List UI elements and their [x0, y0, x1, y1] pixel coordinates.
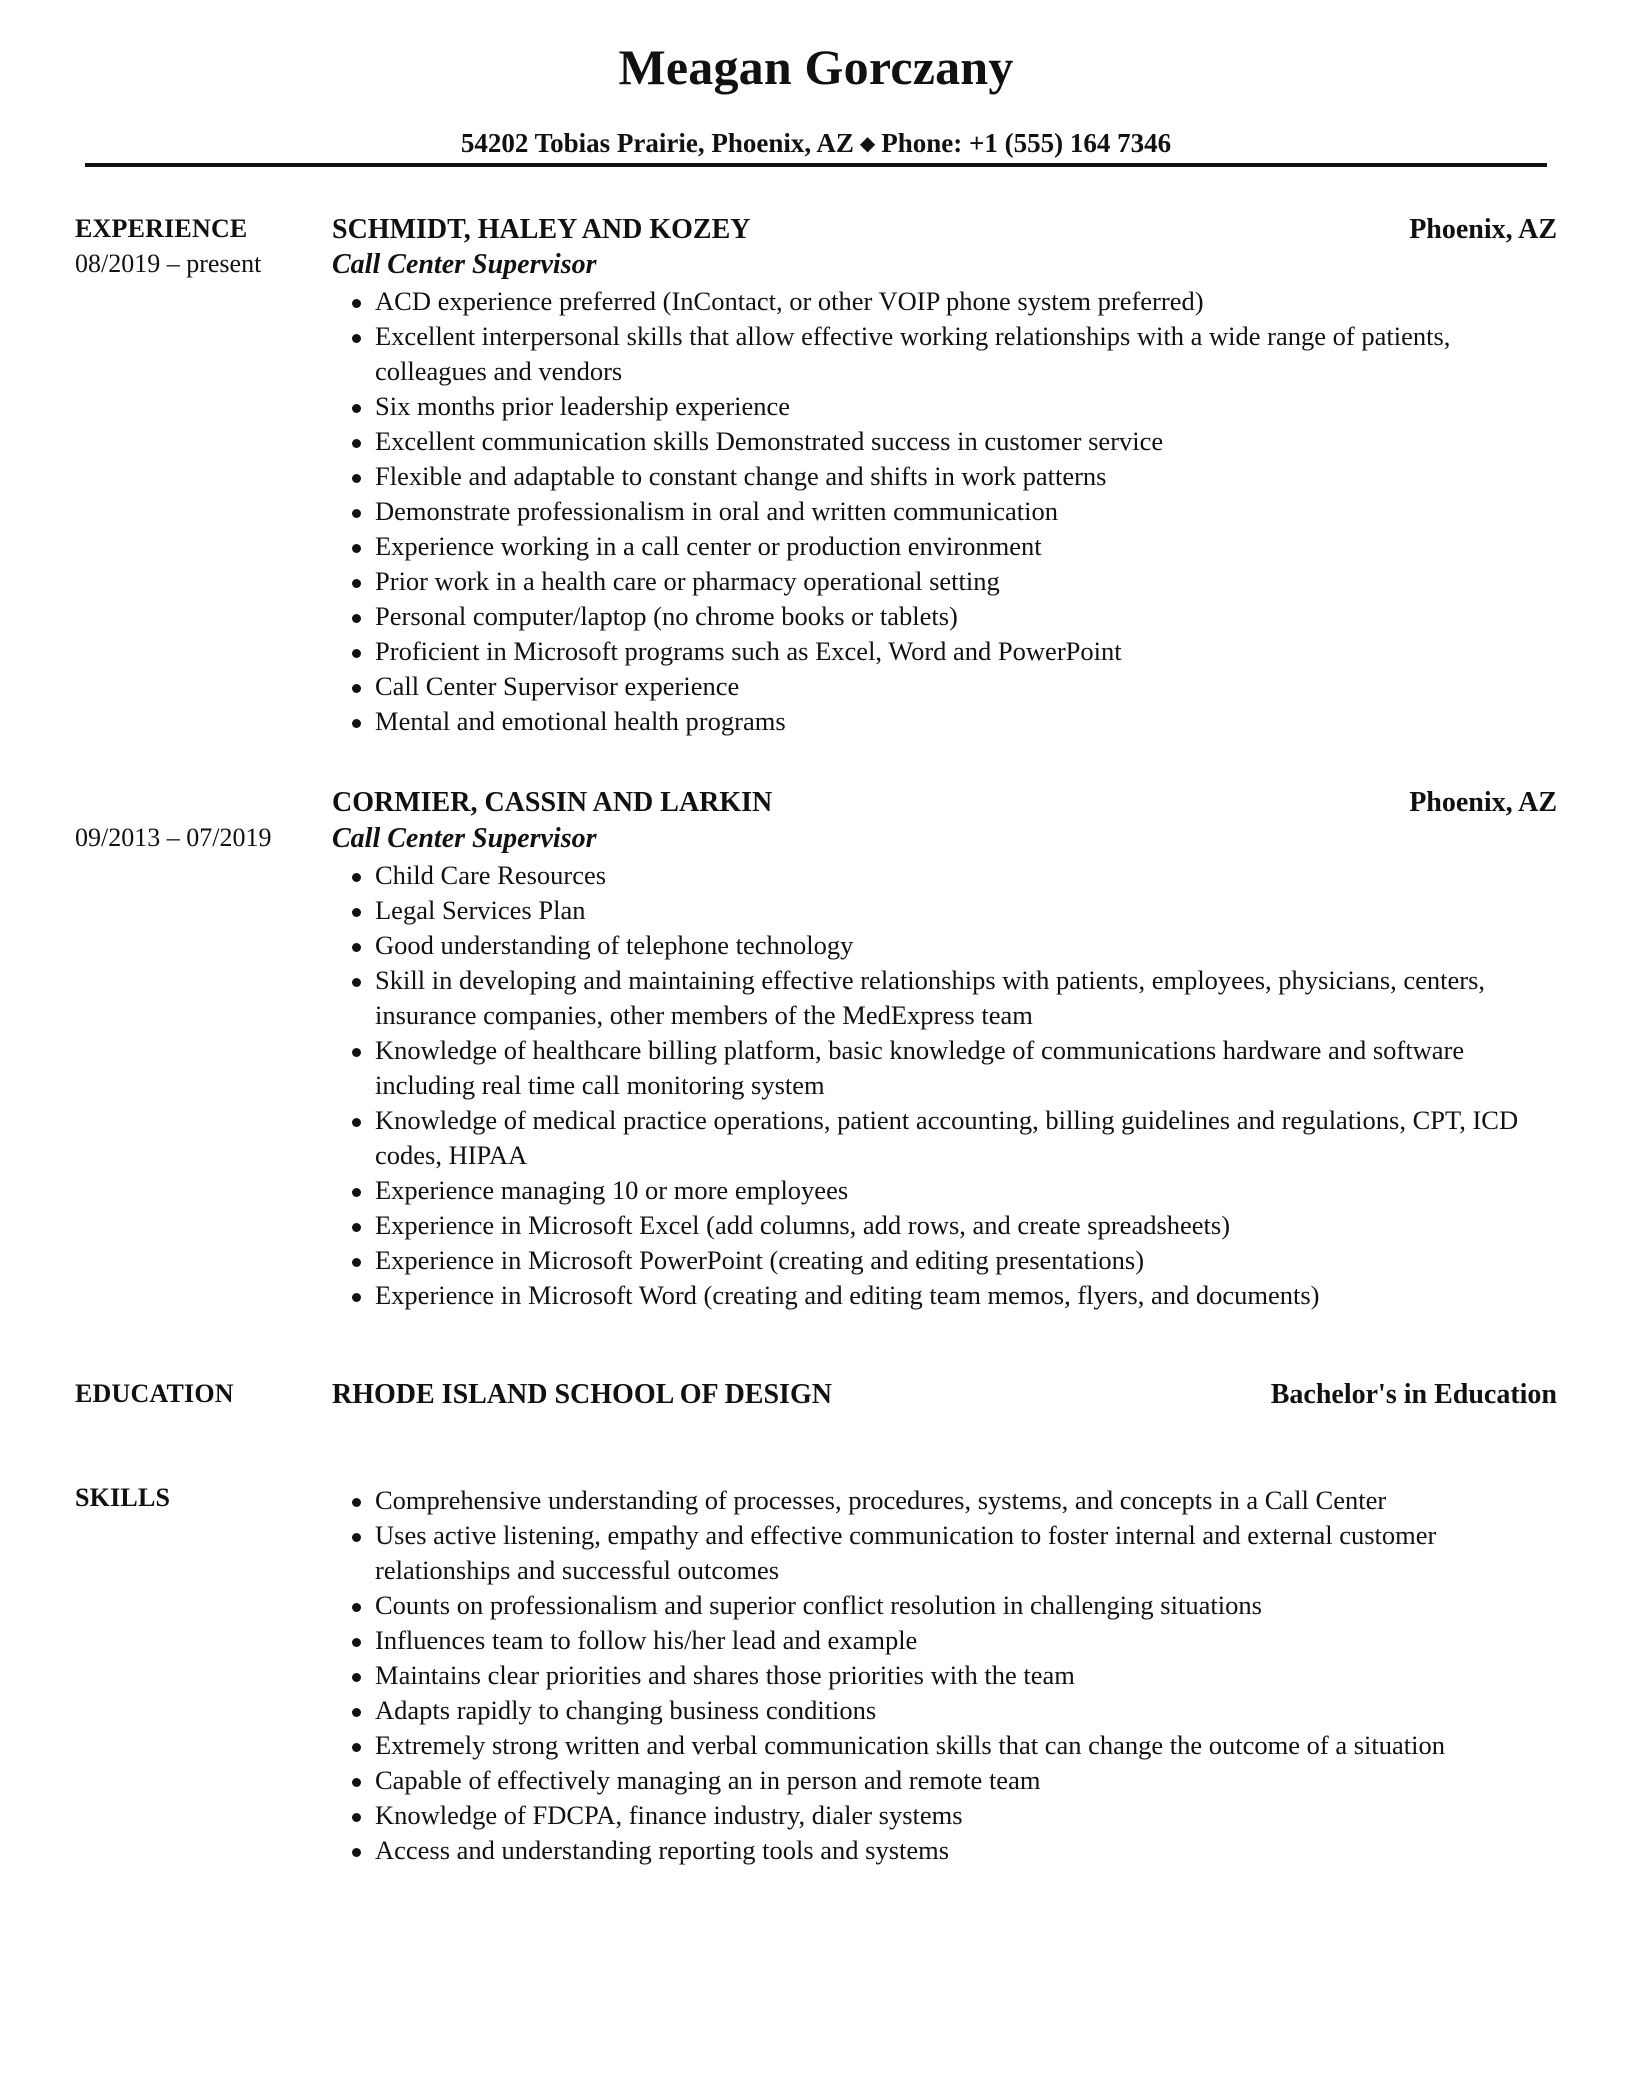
candidate-name: Meagan Gorczany — [618, 39, 1014, 95]
list-item: Excellent communication skills Demonstrated success in customer service — [332, 424, 1562, 459]
list-item: Uses active listening, empathy and effective communication to foster internal and external customer relationships and successful outcomes — [332, 1518, 1562, 1588]
section-label-skills: SKILLS — [75, 1483, 171, 1512]
company-name: SCHMIDT, HALEY AND KOZEY — [332, 214, 751, 245]
list-item: Good understanding of telephone technology — [332, 928, 1562, 963]
company-name: CORMIER, CASSIN AND LARKIN — [332, 787, 773, 818]
list-item: Experience working in a call center or production environment — [332, 529, 1562, 564]
list-item: Child Care Resources — [332, 858, 1562, 893]
list-item: ACD experience preferred (InContact, or other VOIP phone system preferred) — [332, 284, 1562, 319]
list-item: Six months prior leadership experience — [332, 389, 1562, 424]
list-item: Legal Services Plan — [332, 893, 1562, 928]
list-item: Prior work in a health care or pharmacy operational setting — [332, 564, 1562, 599]
list-item: Maintains clear priorities and shares those priorities with the team — [332, 1658, 1562, 1693]
degree: Bachelor's in Education — [1270, 1379, 1557, 1410]
job-bullets — [332, 858, 1562, 1313]
list-item: Comprehensive understanding of processes, procedures, systems, and concepts in a Call Center — [332, 1483, 1562, 1518]
section-label-experience: EXPERIENCE — [75, 214, 248, 243]
job-bullets — [332, 284, 1562, 739]
job-location: Phoenix, AZ — [1409, 214, 1557, 245]
list-item: Proficient in Microsoft programs such as Excel, Word and PowerPoint — [332, 634, 1562, 669]
education-header — [332, 1379, 1557, 1411]
address: 54202 Tobias Prairie, Phoenix, AZ — [460, 128, 854, 158]
list-item: Demonstrate professionalism in oral and written communication — [332, 494, 1562, 529]
list-item: Experience in Microsoft PowerPoint (creating and editing presentations) — [332, 1243, 1562, 1278]
job-dates: 09/2013 – 07/2019 — [75, 823, 272, 852]
list-item: Flexible and adaptable to constant change and shifts in work patterns — [332, 459, 1562, 494]
list-item: Mental and emotional health programs — [332, 704, 1562, 739]
job-title: Call Center Supervisor — [332, 249, 597, 280]
school-name: RHODE ISLAND SCHOOL OF DESIGN — [332, 1379, 832, 1410]
skills-list — [332, 1483, 1562, 1868]
list-item: Adapts rapidly to changing business conditions — [332, 1693, 1562, 1728]
contact-line — [0, 128, 1632, 159]
diamond-separator-icon: ◆ — [859, 133, 876, 155]
list-item: Personal computer/laptop (no chrome books or tablets) — [332, 599, 1562, 634]
list-item: Knowledge of medical practice operations, patient accounting, billing guidelines and regulations, CPT, ICD codes, HIPAA — [332, 1103, 1562, 1173]
job-header — [332, 214, 1557, 246]
list-item: Extremely strong written and verbal communication skills that can change the outcome of a situation — [332, 1728, 1562, 1763]
list-item: Experience in Microsoft Excel (add columns, add rows, and create spreadsheets) — [332, 1208, 1562, 1243]
job-header — [332, 787, 1557, 819]
list-item: Access and understanding reporting tools and systems — [332, 1833, 1562, 1868]
job-title: Call Center Supervisor — [332, 823, 597, 854]
phone: Phone: +1 (555) 164 7346 — [881, 128, 1172, 158]
list-item: Experience in Microsoft Word (creating and editing team memos, flyers, and documents) — [332, 1278, 1562, 1313]
list-item: Excellent interpersonal skills that allow effective working relationships with a wide range of patients, colleagues and vendors — [332, 319, 1562, 389]
list-item: Experience managing 10 or more employees — [332, 1173, 1562, 1208]
list-item: Call Center Supervisor experience — [332, 669, 1562, 704]
list-item: Knowledge of FDCPA, finance industry, dialer systems — [332, 1798, 1562, 1833]
list-item: Influences team to follow his/her lead and example — [332, 1623, 1562, 1658]
list-item: Skill in developing and maintaining effective relationships with patients, employees, physicians, centers, insurance companies, other members of the MedExpress team — [332, 963, 1562, 1033]
list-item: Capable of effectively managing an in person and remote team — [332, 1763, 1562, 1798]
list-item: Counts on professionalism and superior conflict resolution in challenging situations — [332, 1588, 1562, 1623]
list-item: Knowledge of healthcare billing platform, basic knowledge of communications hardware and software including real time call monitoring system — [332, 1033, 1562, 1103]
section-label-education: EDUCATION — [75, 1379, 234, 1408]
job-location: Phoenix, AZ — [1409, 787, 1557, 818]
job-dates: 08/2019 – present — [75, 249, 262, 278]
header-divider — [85, 163, 1547, 167]
